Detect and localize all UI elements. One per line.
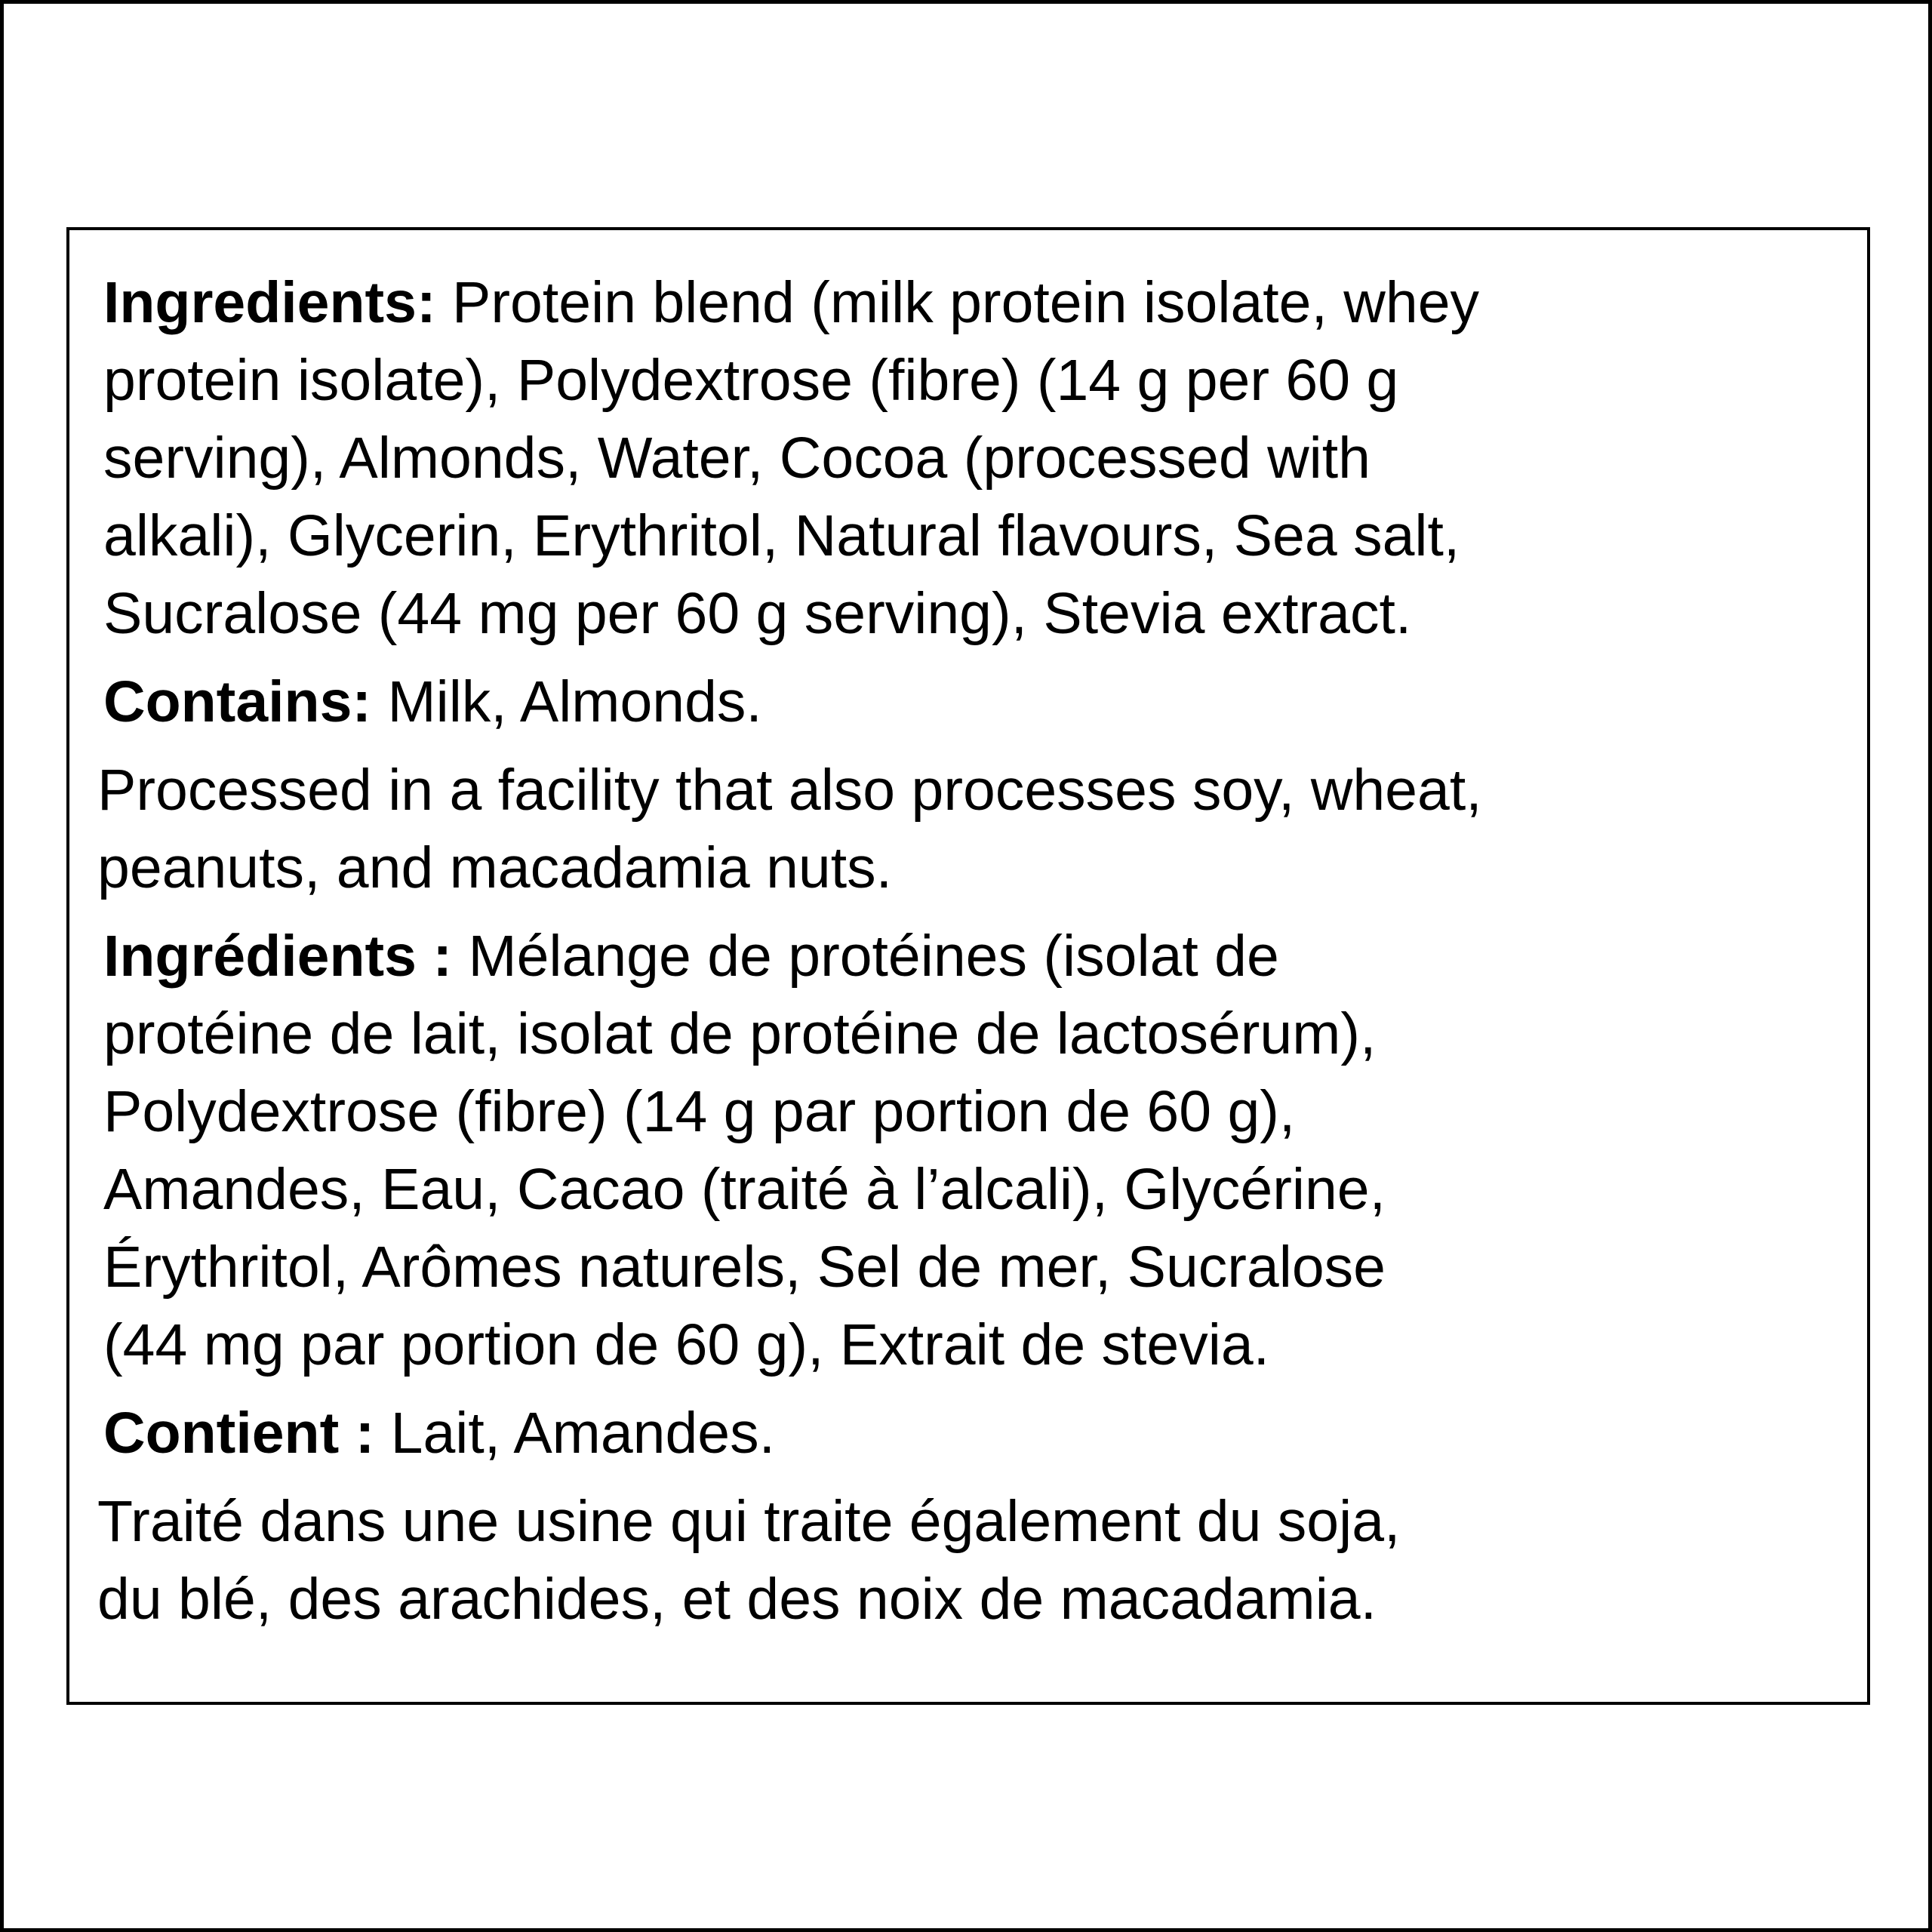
english-ingredients-line-4: alkali), Glycerin, Erythritol, Natural flavours, Sea salt,: [103, 503, 1460, 568]
english-contains-text: Milk, Almonds.: [371, 669, 762, 734]
english-ingredients-text: Protein blend (milk protein isolate, whey: [435, 270, 1480, 335]
french-ingredients-paragraph: [103, 918, 1837, 1384]
french-ingredients-line-3: Polydextrose (fibre) (14 g par portion de 60 g),: [103, 1079, 1296, 1144]
french-ingredients-line-1: [103, 918, 1837, 995]
french-contains-paragraph: [103, 1395, 1837, 1472]
english-ingredients-paragraph: [103, 264, 1837, 653]
english-facility-statement: [97, 752, 1837, 907]
english-ingredients-line-3: serving), Almonds, Water, Cocoa (processed with: [103, 426, 1371, 491]
french-ingredients-line-5: Érythritol, Arômes naturels, Sel de mer, Sucralose: [103, 1235, 1386, 1300]
french-ingredients-text: Mélange de protéines (isolat de: [452, 924, 1279, 989]
ingredients-label-box: [66, 227, 1870, 1705]
english-facility-line-2: peanuts, and macadamia nuts.: [97, 835, 892, 900]
english-ingredients-line-5: Sucralose (44 mg per 60 g serving), Stevia extract.: [103, 581, 1412, 646]
english-ingredients-line-1: [103, 264, 1837, 342]
french-ingredients-line-4: Amandes, Eau, Cacao (traité à l’alcali), Glycérine,: [103, 1157, 1386, 1222]
english-contains-heading: Contains:: [103, 669, 372, 734]
french-ingredients-line-6: (44 mg par portion de 60 g), Extrait de stevia.: [103, 1312, 1270, 1377]
english-ingredients-line-2: protein isolate), Polydextrose (fibre) (14 g per 60 g: [103, 348, 1399, 413]
french-ingredients-heading: Ingrédients :: [103, 924, 453, 989]
french-facility-line-2: du blé, des arachides, et des noix de macadamia.: [97, 1567, 1377, 1632]
french-contains-heading: Contient :: [103, 1401, 375, 1466]
french-ingredients-line-2: protéine de lait, isolat de protéine de lactosérum),: [103, 1001, 1377, 1066]
english-contains-paragraph: [103, 663, 1837, 741]
english-contains-line: [103, 663, 1837, 741]
french-facility-statement: [97, 1483, 1837, 1638]
french-contains-text: Lait, Amandes.: [374, 1401, 776, 1466]
english-ingredients-heading: Ingredients:: [103, 270, 436, 335]
french-facility-line-1: Traité dans une usine qui traite également du soja,: [97, 1489, 1401, 1554]
french-contains-line: [103, 1395, 1837, 1472]
english-facility-line-1: Processed in a facility that also processes soy, wheat,: [97, 758, 1482, 823]
